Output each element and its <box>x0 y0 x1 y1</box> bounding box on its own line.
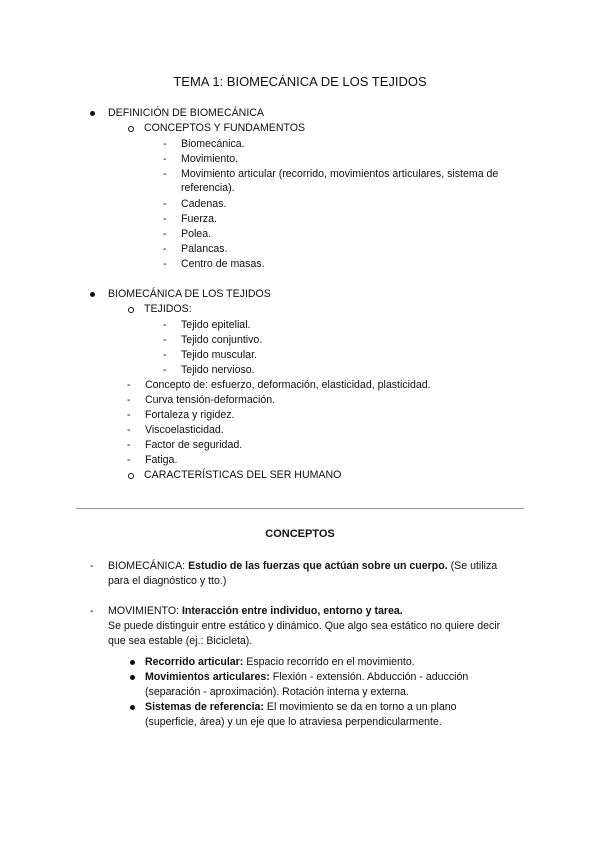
concept-term: MOVIMIENTO: <box>108 605 180 617</box>
outline-item: Biomecánica. <box>181 138 245 150</box>
outline-section-2-label: BIOMECÁNICA DE LOS TEJIDOS <box>108 288 271 300</box>
bullet-circle-icon <box>128 126 134 132</box>
bullet-circle-icon <box>128 473 134 479</box>
dash-icon: - <box>90 605 94 617</box>
dash-icon: - <box>127 394 131 406</box>
bullet-dot-icon <box>90 111 95 116</box>
subconcept-term: Recorrido articular: <box>145 656 244 668</box>
concept-biomecanica <box>108 559 497 573</box>
outline-item: Centro de masas. <box>181 258 265 270</box>
concept-text-line: Se puede distinguir entre estático y dinámico. Que algo sea estático no quiere decir <box>108 620 501 632</box>
dash-icon: - <box>163 243 167 255</box>
dash-icon: - <box>127 409 131 421</box>
outline-item-continuation: referencia). <box>181 182 235 194</box>
subconcept-text: El movimiento se da en torno a un plano <box>266 701 457 713</box>
outline-item: Palancas. <box>181 243 228 255</box>
tissue-item: Tejido muscular. <box>181 349 257 361</box>
outline-item: Curva tensión-deformación. <box>145 394 276 406</box>
outline-item: Polea. <box>181 228 212 240</box>
concept-term: BIOMECÁNICA: <box>108 560 186 572</box>
dash-icon: - <box>163 334 167 346</box>
dash-icon: - <box>163 198 167 210</box>
bullet-dot-icon <box>130 660 135 665</box>
tissue-item: Tejido epitelial. <box>181 319 251 331</box>
subconcept-text: Flexión - extensión. Abducción - aducción <box>272 671 469 683</box>
subconcept-item <box>145 655 415 669</box>
outline-item: Movimiento. <box>181 153 239 165</box>
dash-icon: - <box>127 424 131 436</box>
outline-section-1-sublabel: CONCEPTOS Y FUNDAMENTOS <box>144 122 306 134</box>
subconcept-item <box>145 670 468 684</box>
concept-note: (Se utiliza <box>450 560 498 572</box>
subconcept-text-continuation: (separación - aproximación). Rotación interna y externa. <box>145 686 409 698</box>
horizontal-divider <box>76 508 524 509</box>
bullet-circle-icon <box>128 307 134 313</box>
concept-note-continuation: para el diagnóstico y tto.) <box>108 575 227 587</box>
outline-section-2-sublabel: TEJIDOS: <box>144 303 192 315</box>
subconcept-term: Sistemas de referencia: <box>145 701 264 713</box>
dash-icon: - <box>127 439 131 451</box>
subconcept-item <box>145 700 457 714</box>
outline-item: Fatiga. <box>145 454 178 466</box>
bullet-dot-icon <box>90 292 95 297</box>
dash-icon: - <box>163 168 167 180</box>
outline-section-2-last-sub: CARACTERÍSTICAS DEL SER HUMANO <box>144 469 342 481</box>
concepts-heading: CONCEPTOS <box>265 528 335 540</box>
dash-icon: - <box>163 138 167 150</box>
bullet-dot-icon <box>130 675 135 680</box>
outline-item: Viscoelasticidad. <box>145 424 224 436</box>
outline-item: Fuerza. <box>181 213 217 225</box>
dash-icon: - <box>163 258 167 270</box>
dash-icon: - <box>163 349 167 361</box>
outline-item: Concepto de: esfuerzo, deformación, elasticidad, plasticidad. <box>145 379 431 391</box>
dash-icon: - <box>163 228 167 240</box>
dash-icon: - <box>90 560 94 572</box>
concept-definition: Interacción entre individuo, entorno y tarea. <box>181 605 403 617</box>
tissue-item: Tejido nervioso. <box>181 364 255 376</box>
outline-item: Fortaleza y rigidez. <box>145 409 235 421</box>
subconcept-text-continuation: (superficie, área) y un eje que lo atraviesa perpendicularmente. <box>145 716 442 728</box>
subconcept-text: Espacio recorrido en el movimiento. <box>246 656 415 668</box>
concept-text-line: que sea estable (ej.: Bicicleta). <box>108 635 253 647</box>
page-title: TEMA 1: BIOMECÁNICA DE LOS TEJIDOS <box>173 74 427 89</box>
dash-icon: - <box>163 319 167 331</box>
tissue-item: Tejido conjuntivo. <box>181 334 263 346</box>
outline-item: Movimiento articular (recorrido, movimientos articulares, sistema de <box>181 168 499 180</box>
dash-icon: - <box>163 364 167 376</box>
dash-icon: - <box>127 379 131 391</box>
outline-item: Cadenas. <box>181 198 227 210</box>
subconcept-term: Movimientos articulares: <box>145 671 270 683</box>
outline-item: Factor de seguridad. <box>145 439 243 451</box>
outline-section-1-label: DEFINICIÓN DE BIOMECÁNICA <box>108 107 264 119</box>
concept-definition: Estudio de las fuerzas que actúan sobre un cuerpo. <box>188 560 448 572</box>
dash-icon: - <box>163 153 167 165</box>
dash-icon: - <box>163 213 167 225</box>
bullet-dot-icon <box>130 705 135 710</box>
dash-icon: - <box>127 454 131 466</box>
concept-movimiento <box>108 604 403 618</box>
